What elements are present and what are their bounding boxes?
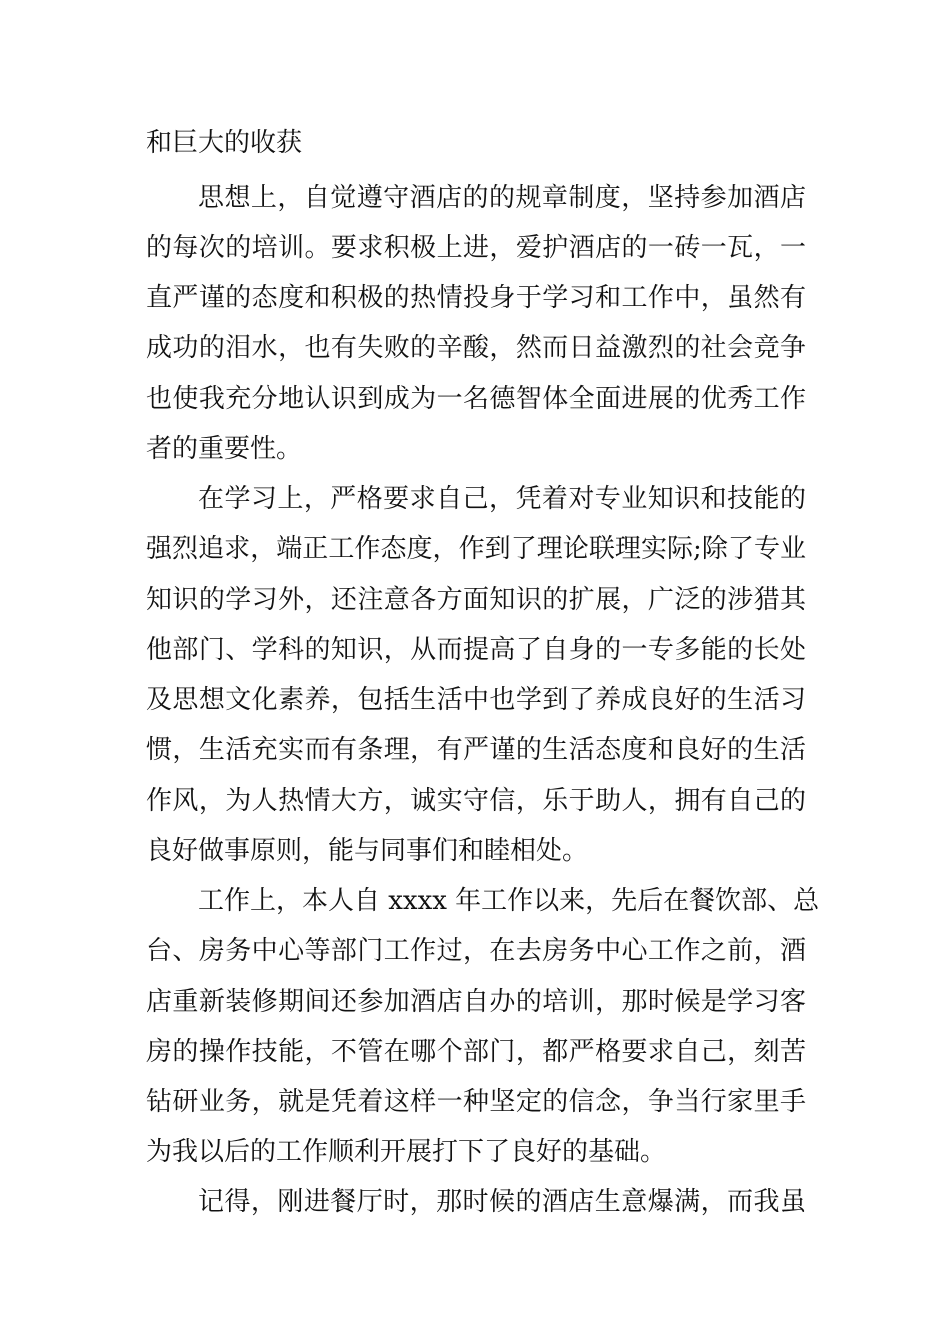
text-line: 也使我充分地认识到成为一名德智体全面进展的优秀工作 <box>146 384 806 414</box>
paragraph-start-line: 工作上，本人自 xxxx 年工作以来，先后在餐饮部、总 <box>198 886 820 916</box>
text-line: 良好做事原则，能与同事们和睦相处。 <box>146 836 589 866</box>
text-line: 者的重要性。 <box>146 434 303 464</box>
text-line: 为我以后的工作顺利开展打下了良好的基础。 <box>146 1137 667 1167</box>
text-line: 强烈追求，端正工作态度，作到了理论联理实际;除了专业 <box>146 534 806 564</box>
paragraph-start-line: 记得，刚进餐厅时，那时候的酒店生意爆满，而我虽 <box>198 1187 806 1217</box>
paragraph-start-line: 思想上，自觉遵守酒店的的规章制度，坚持参加酒店 <box>198 183 806 213</box>
text-line: 台、房务中心等部门工作过，在去房务中心工作之前，酒 <box>146 936 806 966</box>
text-line: 的每次的培训。要求积极上进，爱护酒店的一砖一瓦，一 <box>146 233 806 263</box>
text-line: 成功的泪水，也有失败的辛酸，然而日益激烈的社会竞争 <box>146 333 806 363</box>
text-line: 惯，生活充实而有条理，有严谨的生活态度和良好的生活 <box>146 735 806 765</box>
text-line: 知识的学习外，还注意各方面知识的扩展，广泛的涉猎其 <box>146 585 806 615</box>
text-line: 及思想文化素养，包括生活中也学到了养成良好的生活习 <box>146 685 806 715</box>
text-line: 作风，为人热情大方，诚实守信，乐于助人，拥有自己的 <box>146 786 806 816</box>
text-line: 和巨大的收获 <box>146 128 303 158</box>
text-line: 他部门、学科的知识，从而提高了自身的一专多能的长处 <box>146 635 806 665</box>
text-line: 店重新装修期间还参加酒店自办的培训，那时候是学习客 <box>146 987 806 1017</box>
paragraph-start-line: 在学习上，严格要求自己，凭着对专业知识和技能的 <box>198 484 806 514</box>
text-line: 钻研业务，就是凭着这样一种坚定的信念，争当行家里手 <box>146 1087 806 1117</box>
text-line: 直严谨的态度和积极的热情投身于学习和工作中，虽然有 <box>146 283 806 313</box>
text-line: 房的操作技能，不管在哪个部门，都严格要求自己，刻苦 <box>146 1037 806 1067</box>
